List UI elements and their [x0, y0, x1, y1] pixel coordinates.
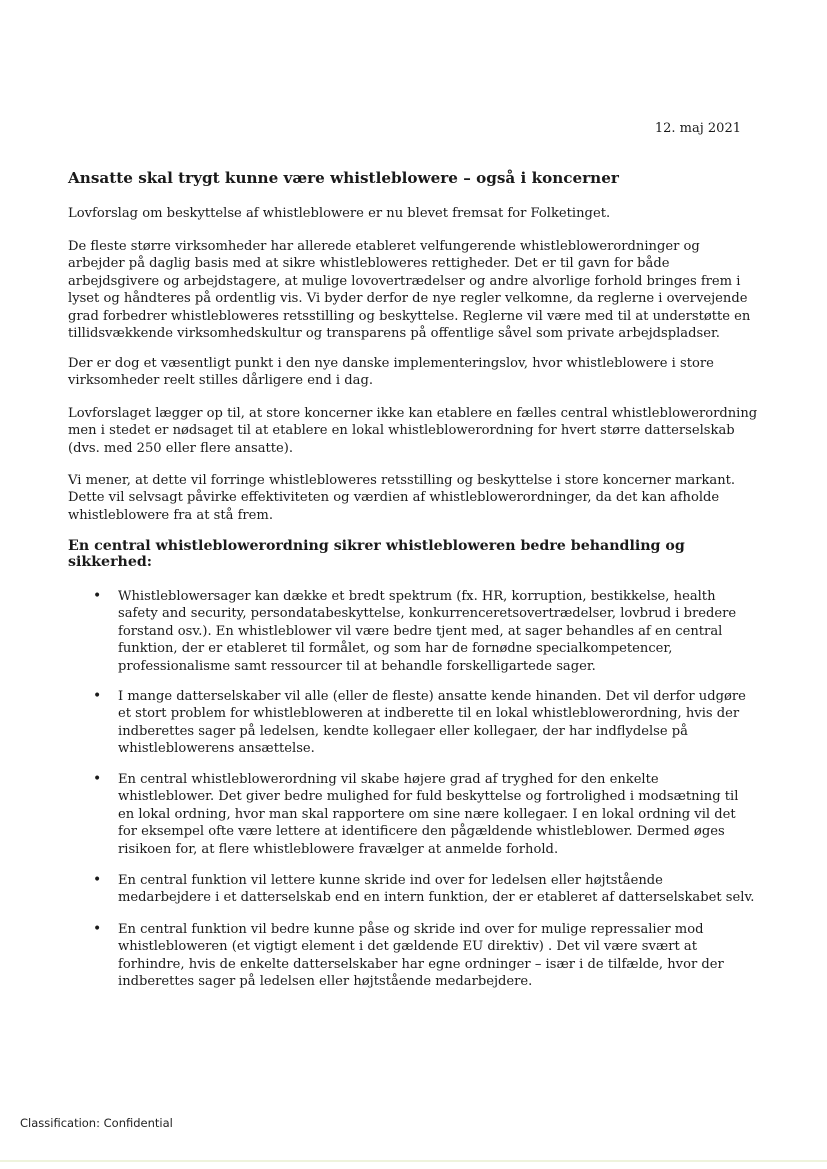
bullet-icon: • [93, 771, 102, 787]
paragraph-opinion: Vi mener, at dette vil forringe whistlebloweres retsstilling og beskyttelse i store koncerner markant. Dette vil selvsagt påvirke effektiviteten og værdien af whistleblowerordninger, da det kan afholde whistleblowere fra at stå frem. [68, 473, 736, 523]
section-heading: En central whistleblowerordning sikrer whistlebloweren bedre behandling og sikkerhed: [68, 538, 685, 570]
paragraph-proposal: Lovforslaget lægger op til, at store koncerner ikke kan etablere en fælles central whistleblowerordning men i stedet er nødsaget til at etablere en lokal whistleblowerordning for hvert større datterselskab (dvs. med 250 eller flere ansatte). [68, 406, 758, 456]
document-title: Ansatte skal trygt kunne være whistleblowere – også i koncerner [68, 169, 619, 187]
bullet-icon: • [93, 688, 102, 704]
bullet-icon: • [93, 872, 102, 888]
bullet-icon: • [93, 921, 102, 937]
list-item-text: I mange datterselskaber vil alle (eller de fleste) ansatte kende hinanden. Det vil derfor udgøre et stort problem for whistlebloweren at indberette til en lokal whistleblowerordning, hvis der indberettes sager på ledelsen, kendte kollegaer eller kollegaer, der har indflydelse på whistleblowerens ansættelse. [118, 689, 746, 757]
page-bottom-divider [0, 1160, 827, 1162]
list-item-text: En central whistleblowerordning vil skabe højere grad af tryghed for den enkelte whistleblower. Det giver bedre mulighed for fuld beskyttelse og fortrolighed i modsætning til en lokal ordning, hvor man skal rapportere om sine nære kollegaer. I en lokal ordning vil det for eksempel ofte være lettere at identificere den pågældende whistleblower. Dermed øges risikoen for, at flere whistleblowere fravælger at anmelde forhold. [118, 772, 739, 857]
classification-label: Classification: Confidential [20, 1116, 173, 1130]
list-item-text: En central funktion vil lettere kunne skride ind over for ledelsen eller højtstående medarbejdere i et datterselskab end en intern funktion, der er etableret af datterselskabet selv. [118, 873, 755, 906]
bullet-icon: • [93, 588, 102, 604]
document-date: 12. maj 2021 [654, 121, 741, 136]
paragraph-background: De fleste større virksomheder har allerede etableret velfungerende whistleblowerordninger og arbejder på daglig basis med at sikre whistlebloweres rettigheder. Det er til gavn for både arbejdsgivere og arbejdstagere, at mulige lovovertrædelser og andre alvorlige forhold bringes frem i lyset og håndteres på ordentlig vis. Vi byder derfor de nye regler velkomne, da reglerne i overvejende grad forbedrer whistlebloweres retsstilling og beskyttelse. Reglerne vil være med til at understøtte en tillidsvækkende virksomhedskultur og transparens på offentlige såvel som private arbejdspladser. [68, 239, 751, 342]
list-item-text: Whistleblowersager kan dække et bredt spektrum (fx. HR, korruption, bestikkelse, health safety and security, persondatabeskyttelse, konkurrenceretsovertrædelser, lovbrud i bredere forstand osv.). En whistleblower vil være bedre tjent med, at sager behandles af en central funktion, der er etableret til formålet, og som har de fornødne specialkompetencer, professionalisme samt ressourcer til at behandle forskelligartede sager. [118, 589, 737, 674]
paragraph-intro: Lovforslag om beskyttelse af whistleblowere er nu blevet fremsat for Folketinget. [68, 206, 611, 221]
paragraph-concern: Der er dog et væsentligt punkt i den nye danske implementeringslov, hvor whistleblowere i store virksomheder reelt stilles dårligere end i dag. [68, 356, 714, 389]
list-item-text: En central funktion vil bedre kunne påse og skride ind over for mulige repressalier mod whistlebloweren (et vigtigt element i det gældende EU direktiv) . Det vil være svært at forhindre, hvis de enkelte datterselskaber har egne ordninger – især i de tilfælde, hvor der indberettes sager på ledelsen eller højtstående medarbejdere. [118, 922, 724, 990]
